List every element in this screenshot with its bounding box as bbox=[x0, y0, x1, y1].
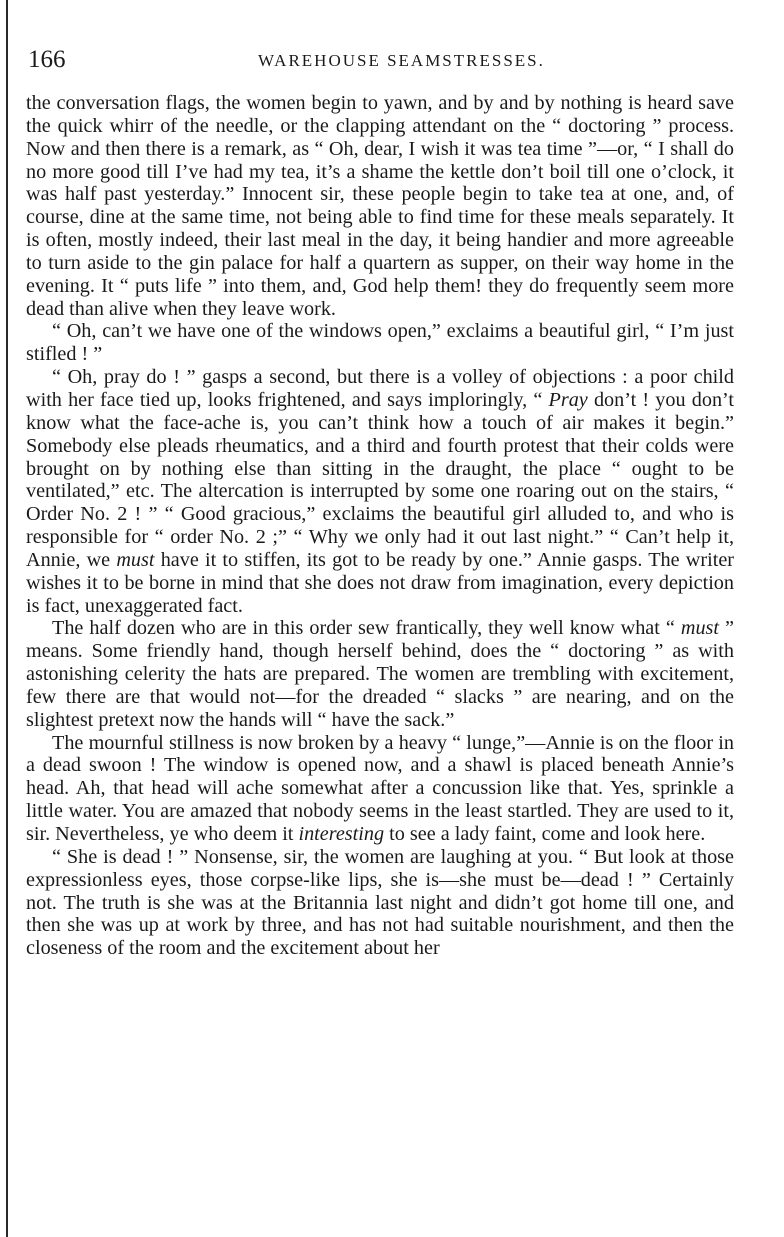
paragraph bbox=[26, 617, 734, 731]
text-run: the conversation flags, the women begin to yawn, and by and by nothing is heard save the quick whirr of the needle, or the clapping attendant on the “ doctoring ” process. Now and then there is a remark, as “ Oh, dear, I wish it was tea time ”—or, “ I shall do no more good till I’ve had my tea, it’s a shame the kettle don’t boil till one o’clock, it was half past yesterday.” Innocent sir, these people begin to take tea at one, and, of course, dine at the same time, not being able to find time for these meals separately. It is often, mostly indeed, their last meal in the day, it being handier and more agreeable to turn aside to the gin palace for half a quartern as supper, on their way home in the evening. It “ puts life ” into them, and, God help them! they do frequently seem more dead than alive when they leave work. bbox=[26, 92, 734, 320]
text-run: The mournful stillness is now broken by a heavy “ lunge,”—Annie is on the floor in a dead swoon ! The window is opened now, and a shawl is placed beneath Annie’s head. Ah, that head will ache somewhat after a concussion like that. Yes, sprinkle a little water. You are amazed that nobody seems in the least startled. They are used to it, sir. Nevertheless, ye who deem it bbox=[26, 731, 734, 845]
italic-run: Pray bbox=[548, 388, 588, 411]
page-number: 166 bbox=[28, 46, 66, 73]
text-run: “ Oh, pray do ! ” gasps a second, but there is a volley of objections : a poor child with her face tied up, looks frightened, and says imploringly, “ bbox=[26, 366, 734, 411]
text-run: “ She is dead ! ” Nonsense, sir, the women are laughing at you. “ But look at those expressionless eyes, those corpse-like lips, she is—she must be—dead ! ” Certainly not. The truth is she was at the Britannia last night and didn’t got home till one, and then she was up at work by three, and has not had suitable nourishment, and then the closeness of the room and the excitement about her bbox=[26, 845, 734, 960]
italic-run: must bbox=[116, 548, 155, 571]
text-run: don’t ! you don’t know what the face-ache is, you can’t think how a touch of air makes it begin.” Somebody else pleads rheumatics, and a third and fourth protest that their colds were brought on by nothing else than sitting in the draught, the place “ ought to be ventilated,” etc. The altercation is interrupted by some one roaring out on the stairs, “ Order No. 2 ! ” “ Good gracious,” exclaims the beautiful girl alluded to, and who is responsible for “ order No. 2 ;” “ Why we only had it out last night.” “ Can’t help it, Annie, we bbox=[26, 388, 735, 571]
page-edge-rule bbox=[6, 0, 8, 1237]
text-run: “ Oh, can’t we have one of the windows open,” exclaims a beautiful girl, “ I’m just stifled ! ” bbox=[26, 320, 734, 366]
text-run: to see a lady faint, come and look here. bbox=[384, 823, 706, 845]
paragraph bbox=[26, 366, 734, 617]
paragraph bbox=[26, 320, 734, 366]
text-run: The half dozen who are in this order sew frantically, they well know what “ bbox=[52, 617, 681, 640]
paragraph bbox=[26, 732, 734, 846]
running-head: WAREHOUSE SEAMSTRESSES. bbox=[258, 51, 545, 70]
body-text bbox=[26, 92, 734, 960]
italic-run: interesting bbox=[298, 823, 385, 845]
text-run: ” means. Some friendly hand, though herself behind, does the “ doctoring ” as with astonishing celerity the hats are prepared. The women are trembling with excitement, few there are that would not—for the dreaded “ slacks ” are nearing, and on the slightest pretext now the hands will “ have the sack.” bbox=[26, 617, 735, 731]
text-run: have it to stiffen, its got to be ready by one.” Annie gasps. The writer wishes it to be borne in mind that she does not draw from imagination, every depiction is fact, unexaggerated fact. bbox=[26, 548, 735, 617]
paragraph bbox=[26, 92, 734, 320]
page-header bbox=[28, 44, 748, 76]
paragraph bbox=[26, 846, 734, 960]
italic-run: must bbox=[680, 617, 720, 640]
